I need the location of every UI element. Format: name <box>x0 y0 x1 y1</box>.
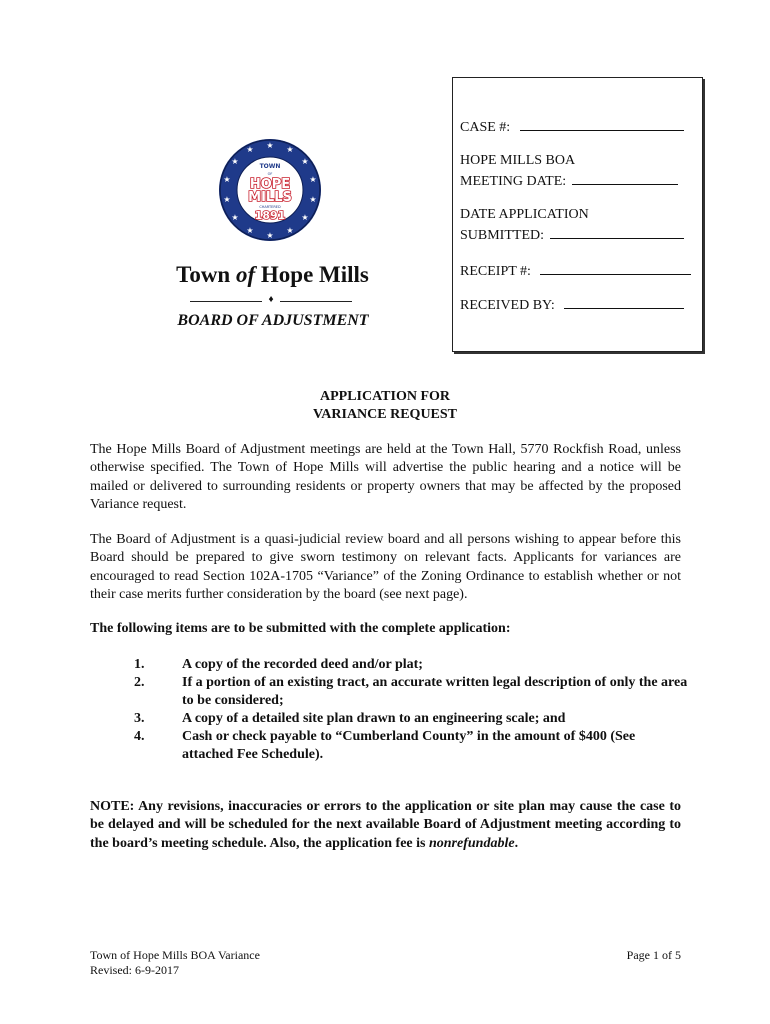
meeting-date-label-line2: MEETING DATE: <box>460 174 567 189</box>
town-title-of: of <box>235 262 256 287</box>
svg-text:★: ★ <box>231 157 239 166</box>
received-by-field <box>460 294 698 315</box>
receipt-number-field <box>460 260 698 281</box>
case-number-label: CASE #: <box>460 120 511 135</box>
svg-text:★: ★ <box>223 175 231 184</box>
footer-document-info <box>90 948 260 978</box>
svg-text:★: ★ <box>246 145 254 154</box>
application-heading-line1: APPLICATION FOR <box>319 389 451 404</box>
svg-text:★: ★ <box>246 226 254 235</box>
list-item-text: Cash or check payable to “Cumberland County” in the amount of $400 (See attached Fee Schedule). <box>182 729 636 762</box>
svg-text:★: ★ <box>266 141 274 150</box>
date-submitted-label-line1: DATE APPLICATION <box>460 207 589 222</box>
application-heading <box>200 388 570 424</box>
case-number-blank[interactable] <box>520 116 684 131</box>
town-title-suffix: Hope Mills <box>255 262 369 287</box>
application-heading-line2: VARIANCE REQUEST <box>312 407 458 422</box>
seal-hope-text: HOPE <box>249 177 291 192</box>
date-submitted-field <box>460 206 698 245</box>
received-by-blank[interactable] <box>564 294 684 309</box>
footer-page-number: Page 1 of 5 <box>626 948 681 962</box>
svg-text:★: ★ <box>266 231 274 240</box>
note-nonrefundable: nonrefundable <box>428 835 515 851</box>
meeting-date-field <box>460 152 698 191</box>
list-item-number: 2. <box>134 675 145 690</box>
received-by-label: RECEIVED BY: <box>460 298 555 313</box>
seal-chartered-text: CHARTERED <box>259 205 281 209</box>
title-divider <box>190 296 352 306</box>
town-title-prefix: Town <box>176 262 236 287</box>
svg-text:★: ★ <box>231 213 239 222</box>
list-item-number: 4. <box>134 729 145 744</box>
svg-text:★: ★ <box>286 145 294 154</box>
meeting-date-blank[interactable] <box>572 170 678 185</box>
footer-title: Town of Hope Mills BOA Variance <box>90 948 260 962</box>
required-items-list <box>90 656 690 764</box>
list-item <box>90 674 690 710</box>
items-heading: The following items are to be submitted with the complete application: <box>90 621 511 636</box>
list-item-number: 3. <box>134 711 145 726</box>
note-paragraph <box>90 798 681 853</box>
board-of-adjustment-heading: BOARD OF ADJUSTMENT <box>177 312 369 329</box>
list-item-text: A copy of the recorded deed and/or plat; <box>182 657 423 672</box>
svg-text:★: ★ <box>301 213 309 222</box>
board-paragraph: The Board of Adjustment is a quasi-judicial review board and all persons wishing to appear before this Board should be prepared to give sworn testimony on relevant facts. Applicants for variances are encouraged to read Section 102A-1705 “Variance” of the Zoning Ordinance to establish whether or not their case merits further consideration by the board (see next page). <box>90 532 681 602</box>
list-item-number: 1. <box>134 657 145 672</box>
seal-mills-text: MILLS <box>248 190 292 205</box>
svg-text:★: ★ <box>223 195 231 204</box>
svg-text:★: ★ <box>309 175 317 184</box>
seal-year-text: 1891 <box>254 209 286 222</box>
note-period: . <box>514 835 519 851</box>
svg-text:★: ★ <box>301 157 309 166</box>
date-submitted-blank[interactable] <box>550 224 684 239</box>
date-submitted-label-line2: SUBMITTED: <box>460 228 544 243</box>
town-seal-logo <box>218 138 322 242</box>
list-item-text: If a portion of an existing tract, an accurate written legal description of only the area to be considered; <box>182 675 688 708</box>
svg-text:★: ★ <box>286 226 294 235</box>
meeting-date-label-line1: HOPE MILLS BOA <box>460 153 576 168</box>
seal-town-text: TOWN <box>259 163 281 170</box>
footer-revised-date: Revised: 6-9-2017 <box>90 963 179 977</box>
list-item <box>90 656 690 674</box>
town-title <box>150 262 395 288</box>
svg-text:★: ★ <box>309 195 317 204</box>
list-item <box>90 710 690 728</box>
list-item-text: A copy of a detailed site plan drawn to an engineering scale; and <box>182 711 566 726</box>
office-use-box <box>452 77 703 352</box>
receipt-number-blank[interactable] <box>540 260 691 275</box>
seal-of-text: OF <box>267 172 273 176</box>
case-number-field <box>460 116 698 137</box>
intro-paragraph: The Hope Mills Board of Adjustment meetings are held at the Town Hall, 5770 Rockfish Road, unless otherwise specified. The Town of Hope Mills will advertise the public hearing and a notice will be mailed or delivered to surrounding residents or property owners that may be affected by the proposed Variance request. <box>90 442 681 512</box>
note-text: NOTE: Any revisions, inaccuracies or errors to the application or site plan may cause the case to be delayed and will be scheduled for the next available Board of Adjustment meeting according to the board’s meeting schedule. Also, the application fee is <box>90 799 681 851</box>
divider-diamond: ♦ <box>268 294 274 305</box>
receipt-number-label: RECEIPT #: <box>460 264 531 279</box>
list-item <box>90 728 690 764</box>
